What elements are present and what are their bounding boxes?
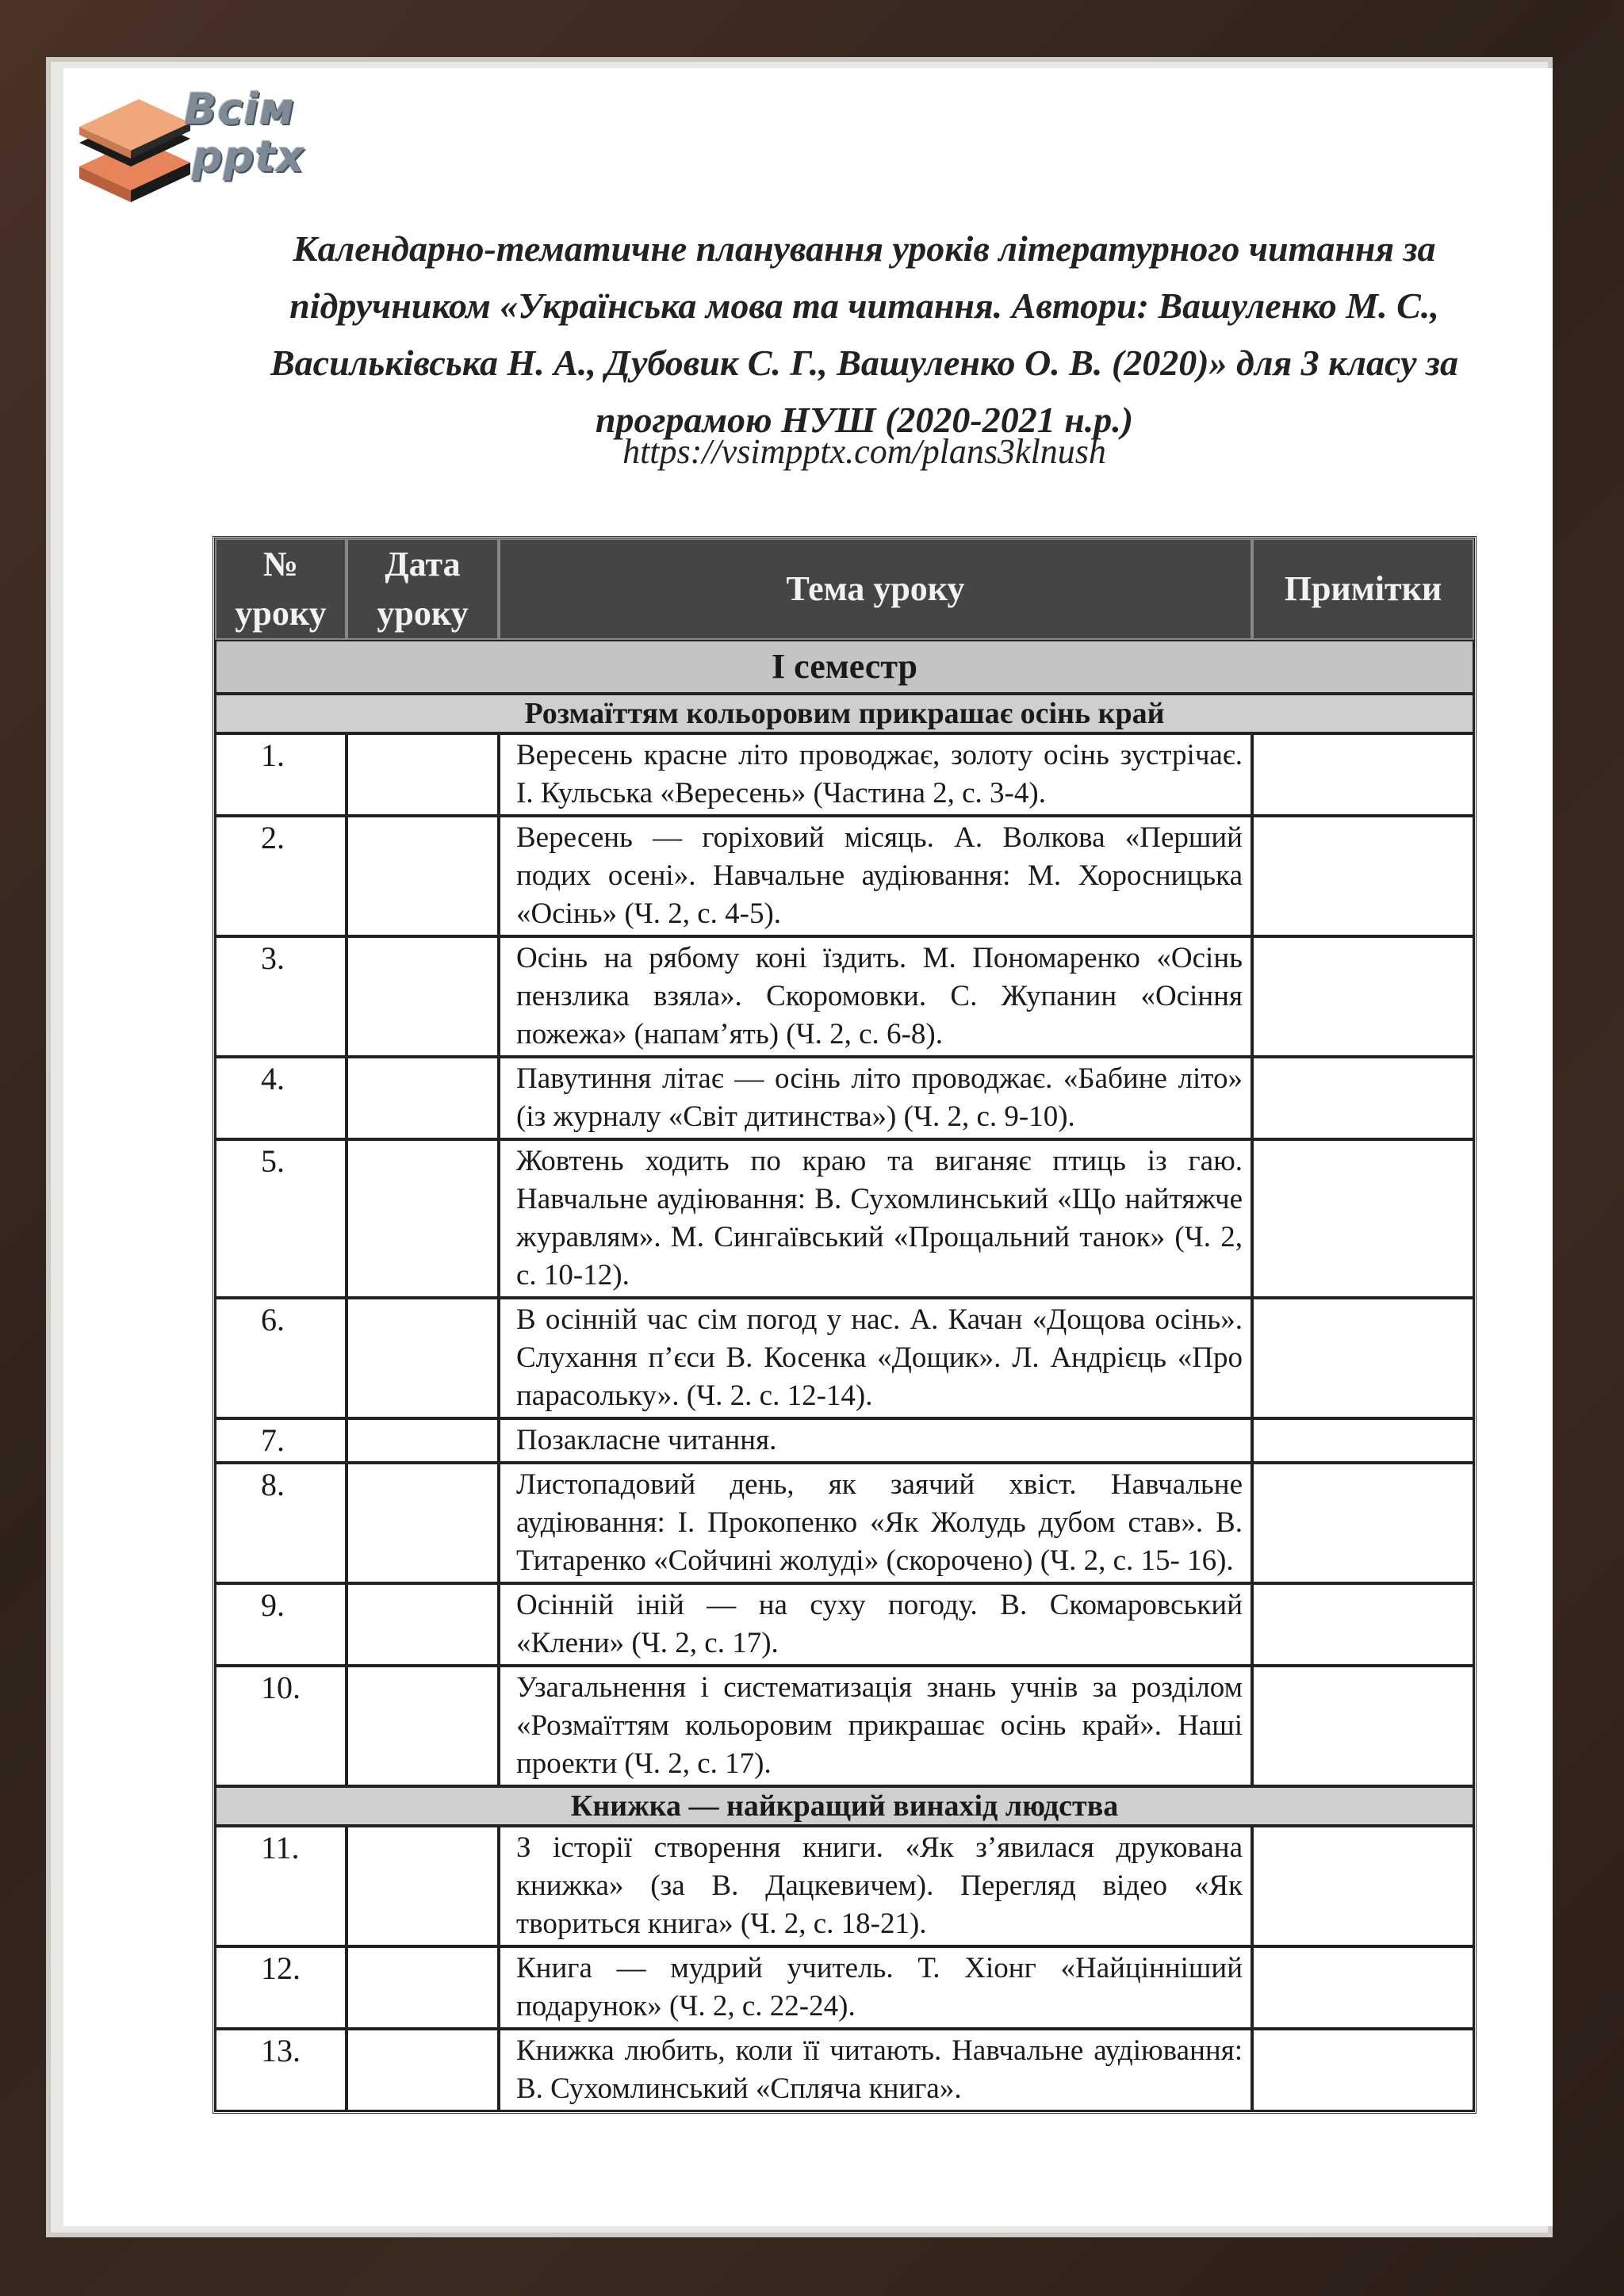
lesson-topic: Узагальнення і систематизація знань учнів за розділом «Розмаїттям кольоровим прикрашає осінь край». Наші проекти (Ч. 2, с. 17). bbox=[499, 1666, 1252, 1786]
section-title: Розмаїттям кольоровим прикрашає осінь край bbox=[215, 694, 1474, 733]
lesson-topic: Осінній іній — на суху погоду. В. Скомаровський «Клени» (Ч. 2, с. 17). bbox=[499, 1583, 1252, 1666]
lesson-number: 12. bbox=[215, 1946, 347, 2029]
lesson-topic: Книжка любить, коли її читають. Навчальне аудіювання: В. Сухомлинський «Спляча книга». bbox=[499, 2029, 1252, 2111]
lesson-date bbox=[347, 1139, 499, 1298]
lesson-number: 10. bbox=[215, 1666, 347, 1786]
lesson-topic: Вересень красне літо проводжає, золоту осінь зустрічає. І. Кульська «Вересень» (Частина 2, с. 3-4). bbox=[499, 733, 1252, 816]
lesson-date bbox=[347, 816, 499, 936]
lesson-date bbox=[347, 1946, 499, 2029]
table-row bbox=[215, 1057, 1474, 1139]
lesson-notes bbox=[1252, 1583, 1474, 1666]
lesson-topic: В осінній час сім погод у нас. А. Качан «Дощова осінь». Слухання п’єси В. Косенка «Дощик». Л. Андрієць «Про парасольку». (Ч. 2. с. 12-14). bbox=[499, 1298, 1252, 1418]
semester-row bbox=[215, 640, 1474, 694]
table-row bbox=[215, 1946, 1474, 2029]
lesson-notes bbox=[1252, 1946, 1474, 2029]
lesson-topic: Книга — мудрий учитель. Т. Хіонг «Найцінніший подарунок» (Ч. 2, с. 22-24). bbox=[499, 1946, 1252, 2029]
lesson-number: 9. bbox=[215, 1583, 347, 1666]
lesson-topic: Позакласне читання. bbox=[499, 1418, 1252, 1463]
lesson-date bbox=[347, 1057, 499, 1139]
table-row bbox=[215, 936, 1474, 1057]
lesson-notes bbox=[1252, 733, 1474, 816]
lesson-number: 7. bbox=[215, 1418, 347, 1463]
lesson-number: 2. bbox=[215, 816, 347, 936]
section-title: Книжка — найкращий винахід людства bbox=[215, 1786, 1474, 1826]
lesson-notes bbox=[1252, 1463, 1474, 1583]
logo-text bbox=[184, 86, 304, 181]
lesson-notes bbox=[1252, 2029, 1474, 2111]
lesson-notes bbox=[1252, 816, 1474, 936]
column-header-date: Дата уроку bbox=[347, 538, 499, 640]
table-row bbox=[215, 1463, 1474, 1583]
column-header-notes: Примітки bbox=[1252, 538, 1474, 640]
lesson-date bbox=[347, 1463, 499, 1583]
lesson-number: 5. bbox=[215, 1139, 347, 1298]
table-header-row bbox=[215, 538, 1474, 640]
lesson-date bbox=[347, 1583, 499, 1666]
table-row bbox=[215, 2029, 1474, 2111]
lesson-number: 1. bbox=[215, 733, 347, 816]
lesson-topic: Жовтень ходить по краю та виганяє птиць із гаю. Навчальне аудіювання: В. Сухомлинський «Що найтяжче журавлям». М. Сингаївський «Прощальний танок» (Ч. 2, с. 10-12). bbox=[499, 1139, 1252, 1298]
lesson-date bbox=[347, 733, 499, 816]
lesson-date bbox=[347, 2029, 499, 2111]
lesson-plan-table bbox=[213, 536, 1477, 2114]
lesson-topic: Листопадовий день, як заячий хвіст. Навчальне аудіювання: І. Прокопенко «Як Жолудь дубом став». В. Титаренко «Сойчині жолуді» (скорочено) (Ч. 2, с. 15- 16). bbox=[499, 1463, 1252, 1583]
lesson-topic: Павутиння літає — осінь літо проводжає. «Бабине літо» (із журналу «Світ дитинства») (Ч. 2, с. 9-10). bbox=[499, 1057, 1252, 1139]
section-row bbox=[215, 694, 1474, 733]
table-row bbox=[215, 1826, 1474, 1946]
section-row bbox=[215, 1786, 1474, 1826]
logo-text-line2: pptx bbox=[192, 132, 304, 182]
column-header-number: № уроку bbox=[215, 538, 347, 640]
lesson-date bbox=[347, 1666, 499, 1786]
table-row bbox=[215, 1298, 1474, 1418]
lesson-topic: Осінь на рябому коні їздить. М. Пономаренко «Осінь пензлика взяла». Скоромовки. С. Жупанин «Осіння пожежа» (напам’ять) (Ч. 2, с. 6-8). bbox=[499, 936, 1252, 1057]
table-row bbox=[215, 816, 1474, 936]
lesson-number: 13. bbox=[215, 2029, 347, 2111]
lesson-notes bbox=[1252, 1666, 1474, 1786]
lesson-notes bbox=[1252, 1298, 1474, 1418]
lesson-topic: Вересень — горіховий місяць. А. Волкова «Перший подих осені». Навчальне аудіювання: М. Хоросницька «Осінь» (Ч. 2, с. 4-5). bbox=[499, 816, 1252, 936]
column-header-topic: Тема уроку bbox=[499, 538, 1252, 640]
semester-label: І семестр bbox=[215, 640, 1474, 694]
lesson-number: 11. bbox=[215, 1826, 347, 1946]
lesson-notes bbox=[1252, 1057, 1474, 1139]
lesson-notes bbox=[1252, 1418, 1474, 1463]
lesson-date bbox=[347, 936, 499, 1057]
table-row bbox=[215, 1139, 1474, 1298]
lesson-date bbox=[347, 1418, 499, 1463]
table-row bbox=[215, 1418, 1474, 1463]
lesson-notes bbox=[1252, 936, 1474, 1057]
lesson-date bbox=[347, 1298, 499, 1418]
lesson-number: 4. bbox=[215, 1057, 347, 1139]
table-row bbox=[215, 1583, 1474, 1666]
lesson-date bbox=[347, 1826, 499, 1946]
table-row bbox=[215, 733, 1474, 816]
lesson-notes bbox=[1252, 1826, 1474, 1946]
table-row bbox=[215, 1666, 1474, 1786]
lesson-number: 6. bbox=[215, 1298, 347, 1418]
logo-text-line1: Всім bbox=[184, 84, 295, 134]
lesson-number: 3. bbox=[215, 936, 347, 1057]
plan-table-wrapper bbox=[213, 536, 1472, 2114]
source-url: https://vsimpptx.com/plans3klnush bbox=[622, 432, 1106, 471]
document-title: Календарно-тематичне планування уроків літературного читання за підручником «Українська мова та читання. Автори: Вашуленко М. С., Васильківська Н. А., Дубовик С. Г., Вашуленко О. В. (2020)» для 3 класу за програмою НУШ (2020-2021 н.р.) bbox=[270, 228, 1458, 440]
lesson-notes bbox=[1252, 1139, 1474, 1298]
lesson-number: 8. bbox=[215, 1463, 347, 1583]
lesson-topic: З історії створення книги. «Як з’явилася друкована книжка» (за В. Дацкевичем). Перегляд відео «Як твориться книга» (Ч. 2, с. 18-21). bbox=[499, 1826, 1252, 1946]
